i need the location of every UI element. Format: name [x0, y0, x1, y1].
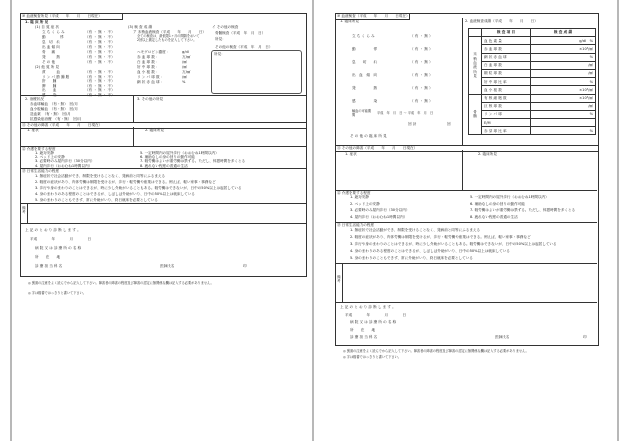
lab-title: (3) 検 査 成 績: [128, 25, 153, 29]
note: ◎ 字は楷書ではっきりと書いて下さい。: [28, 291, 86, 295]
finding-label: 貧 血: [42, 70, 60, 74]
marrow-finding: 所見：: [215, 37, 226, 41]
lab-result-unit: ×10⁴/㎣: [531, 45, 596, 53]
other-test-findings-box: [211, 50, 302, 94]
care-item: 6. 補助なしの身の回りの動作可能: [140, 155, 195, 160]
symptoms-title: 1. 症状: [27, 128, 39, 132]
daily-item: 1. 無症状で社会活動ができ、制限を受けることなく、発病前と同等にふるまえる: [350, 228, 481, 232]
symptom-label: そ の 他: [42, 60, 56, 64]
lab-item: 血 小 板 数: [482, 86, 531, 94]
lab-row-label: 血 小 板 数 ：: [137, 70, 160, 74]
finding-label: 脾 腫: [42, 83, 57, 88]
lab-row: [469, 102, 596, 110]
care-item: 2. ベッド上の安静: [350, 201, 380, 206]
care-item: 1. 絶対安静: [35, 151, 54, 155]
lab-row-label: 白 血 球 数 ：: [137, 60, 160, 64]
lab-row: [469, 53, 596, 61]
lab-row-unit: /㎣: [182, 60, 187, 64]
lab-title: 2. 血液検査成績（平成 年 月 日）: [465, 19, 538, 23]
page-edge-middle: [312, 0, 314, 441]
finding-label: リ ン パ 節 腫 脹: [42, 74, 70, 79]
divider: [335, 302, 597, 303]
lab-result-unit: %: [531, 53, 596, 61]
divider: [462, 18, 463, 145]
diagnosis-statement: 上 記 の と お り 診 断 し ま す 。: [340, 305, 396, 309]
lab-row: [469, 110, 596, 118]
symptom-label: 出 血 傾 向: [42, 45, 60, 49]
lab-group-label: 骨 髄: [469, 94, 482, 135]
yes-no-choice: （ 有 ・ 無 ）: [410, 99, 433, 103]
daily-item: 5. 身のまわりのこともできず、常に介助がいり、終日就床を必要としている: [350, 256, 473, 260]
remarks-label: 備考: [22, 206, 26, 215]
yes-no-choice: （有 ・ 無 ・ 不）: [85, 83, 115, 88]
other-tests-title: イ その他の検査: [212, 25, 239, 29]
divider: [133, 95, 134, 122]
lab-result-unit: /㎣: [531, 61, 596, 69]
doctor-name-label: 医師氏名: [495, 335, 510, 339]
lab-row-label: 好 中 球 数 ：: [137, 65, 160, 69]
lab-subtitle: ア 末梢血液検査（平成 年 月 日）: [133, 30, 207, 34]
lab-result-unit: /㎣: [531, 102, 596, 110]
section1-title: 1. 臨 床 所 見: [25, 20, 49, 24]
yes-no-choice: （ 有 ・ 無 ）: [410, 47, 433, 51]
lab-note: 全ての検査は、最低限1ヶ月の間隔をおいて2回以上測定したものを記入して下さい。: [137, 34, 200, 42]
care-item: 5. 一定時間内の屋外歩行（おおむね1時間以内）: [140, 151, 219, 155]
note: ◎ 裏面の注意をよく読んでから記入して下さい。障害者の障害の程度及び障害の認定に無関係な欄は記入する必要がありません。: [28, 281, 214, 285]
care-item: 1. 絶対安静: [350, 195, 369, 199]
lab-row: [469, 69, 596, 77]
daily-item: 3. 歩行や身のまわりのことはできるが、時に少し介助がいることもある。軽労働はできないが、日中の50%以上は起居している: [350, 242, 557, 246]
left-header: ⑩ 血液検査所見（平成 年 月 日現在）: [20, 13, 123, 20]
diagnosis-date: 平成 年 月 日: [30, 237, 92, 241]
yes-no-choice: （ 有 ・ 無 ）: [410, 60, 433, 64]
lab-row: [469, 61, 596, 69]
lab-row-unit: g/dl: [182, 50, 189, 54]
lab-header-blank: [469, 29, 482, 37]
other-clinical-label: そ の 他 の 臨 床 所 見: [350, 134, 387, 138]
lab-row-label: リ ン パ 球 数 ：: [137, 75, 165, 79]
yes-no-choice: （有 ・ 無 ・ 不）: [85, 88, 115, 92]
address-label: 所 在 地: [350, 327, 376, 332]
symptom-label: 息 切 れ: [42, 40, 60, 44]
lab-results-table: [468, 28, 596, 135]
lab-row: [469, 37, 596, 45]
clinical-title: 2. 臨床所見: [478, 152, 497, 156]
finding-label: 感 染: [42, 92, 57, 97]
yes-no-choice: （有 ・ 無 ・ 不）: [85, 35, 115, 39]
group-a-label: (1) 自 覚 症 状: [35, 25, 60, 29]
divider: [462, 150, 463, 190]
divider: [20, 146, 306, 147]
lab-row-label: ヘモグロビン濃度 ：: [137, 50, 171, 54]
lab-result-unit: ×10⁴/㎣: [531, 86, 596, 94]
treatment-row: 造血薬 （有・無） 回/月: [30, 112, 71, 116]
treatment-title: 2. 治療状況: [25, 97, 44, 101]
note: ◎ 裏面の注意をよく読んでから記入して下さい。障害者の障害の程度及び障害の認定に無関係な欄は記入する必要がありません。: [343, 349, 529, 353]
lab-row-unit: 万/㎣: [182, 55, 191, 59]
care-item: 2. ベッド上の安静: [35, 155, 65, 160]
lab-header-result: 検 査 成 績: [531, 29, 596, 37]
lab-row: [469, 45, 596, 53]
lab-item: 血 色 素 量: [482, 37, 531, 45]
care-item: 6. 補助なしの身の回りの動作可能: [470, 201, 525, 206]
yes-no-choice: （有 ・ 無 ・ 不）: [85, 55, 115, 59]
department-label: 診 療 担 当 科 名: [35, 264, 63, 268]
department-label: 診 療 担 当 科 名: [350, 335, 378, 339]
finding-label: 出 血: [42, 88, 57, 92]
symptom-label: 発 熱: [352, 86, 378, 90]
care-item: 4. 屋内歩行（おおむね1時間以内）: [35, 163, 93, 168]
divider: [335, 263, 597, 264]
lab-item: 好 中 球 比 率: [482, 78, 531, 86]
yes-no-choice: （有 ・ 無 ・ 不）: [85, 79, 115, 83]
other-test: その他の検査（平成 年 月 日）: [215, 45, 273, 49]
lab-item: 巨 核 球 数: [482, 102, 531, 110]
lab-item: 有 核 細 胞 数: [482, 94, 531, 102]
care-item: 8. 疲れない程度の普通の生活: [140, 163, 188, 168]
group-b-label: (2) 他 覚 所 見: [35, 65, 60, 69]
lab-item: E/M: [482, 119, 531, 127]
clinical-title: 1. 臨床所見: [340, 19, 359, 23]
daily-item: 2. 軽度の症状があり、肉体労働は制限を受けるが、歩行・軽労働や座業はできる。例えば、軽い家事・事務など: [35, 180, 216, 184]
treatment-row: 抗感染症治療 （有・無） 回/月: [30, 117, 82, 121]
divider: [342, 263, 343, 302]
daily-item: 5. 身のまわりのこともできず、常に介助がいり、終日就床を必要としている: [35, 198, 158, 202]
lab-row-unit: 万/㎣: [182, 70, 191, 74]
lab-header-row: [469, 29, 596, 37]
treatment-row: 赤血球輸血 （有・無） 回/月: [30, 102, 78, 106]
divider: [20, 223, 306, 224]
marrow-test: 骨髄検査（平成 年 月 日）: [215, 31, 266, 35]
yes-no-choice: （有 ・ 無 ・ 不）: [85, 74, 115, 79]
care-item: 4. 屋内歩行（おおむね1時間以内）: [350, 214, 408, 219]
care-item: 7. 軽労働はよいが重労働は禁ずる。ただし、休憩時間を多くとる: [470, 208, 576, 212]
daily-item: 4. 身のまわりのある程度のことはできるが、しばしば介助がいり、日中の50%以上は就床している: [350, 249, 510, 253]
symptom-label: 動 悸: [352, 47, 378, 51]
page-edge-right: [617, 0, 619, 441]
yes-no-choice: （ 有 ・ 無 ）: [410, 73, 433, 77]
symptom-label: 動 悸: [42, 35, 64, 39]
yes-no-choice: （有 ・ 無 ・ 不）: [85, 92, 115, 97]
yes-no-choice: （有 ・ 無 ・ 不）: [85, 60, 115, 64]
lab-row-label: 網 状 赤 血 球 ：: [137, 80, 165, 84]
divider: [335, 222, 597, 223]
care-item: 3. 必要時のみ屋内歩行（30分以内）: [35, 159, 95, 164]
care-header: ⑫ 介護を要する程度: [337, 191, 371, 195]
yes-no-choice: （有 ・ 無 ・ 不）: [85, 40, 115, 44]
daily-item: 3. 歩行や身のまわりのことはできるが、時に少し介助がいることもある。軽労働はできないが、日中の50%以上は起居している: [35, 186, 242, 190]
other-findings-title: 3. その他の所見: [137, 97, 164, 101]
yes-no-choice: （ 有 ・ 無 ）: [410, 86, 433, 90]
other-test-finding: 所見：: [214, 52, 225, 56]
divider: [133, 127, 134, 146]
divider: [20, 168, 306, 169]
note: ◎ 字は楷書ではっきりと書いて下さい。: [343, 355, 401, 359]
remarks-label: 備考: [337, 275, 341, 284]
lab-row: [469, 119, 596, 127]
lab-item: リ ン パ 球: [482, 110, 531, 118]
divider: [27, 203, 28, 223]
lab-result-unit: /㎣: [531, 69, 596, 77]
daily-item: 1. 無症状で社会活動ができ、制限を受けることなく、発病前と同等にふるまえる: [35, 174, 166, 178]
yes-no-choice: （有 ・ 無 ・ 不）: [85, 30, 115, 34]
yes-no-choice: （有 ・ 無 ・ 不）: [85, 70, 115, 74]
lab-result-unit: ×10⁴/㎣: [531, 94, 596, 102]
care-header: ⑫ 介護を要する程度: [22, 147, 56, 151]
yes-no-choice: （ 有 ・ 無 ）: [410, 34, 433, 38]
lab-item: 赤 血 球 数: [482, 45, 531, 53]
lab-item: 顆 粒 球 数: [482, 69, 531, 77]
lab-row: [469, 86, 596, 94]
hospital-name-label: 病 院 又 は 診 療 所 の 名 称: [350, 320, 397, 324]
clinical-title: 2. 臨床所見: [145, 128, 164, 132]
count-unit: 回: [447, 122, 451, 126]
lab-item: 網 状 赤 血 球: [482, 53, 531, 61]
symptom-label: 感 染: [352, 99, 378, 103]
lab-row-unit: %: [182, 80, 186, 84]
lab-group-label: 末 梢 血 液 所 見: [469, 37, 482, 94]
lab-row: [469, 127, 596, 135]
count-label: 回 計: [408, 122, 417, 126]
doctor-name-label: 医師氏名: [160, 264, 175, 268]
period-label: 輸血の可能期間: [352, 109, 372, 117]
yes-no-choice: （有 ・ 無 ・ 不）: [85, 50, 115, 54]
right-header: ⑩ 血液検査（平成 年 月 日現在）: [337, 14, 410, 18]
care-item: 3. 必要時のみ屋内歩行（30分以内）: [350, 208, 410, 212]
symptom-label: 出 血 傾 向: [352, 73, 378, 77]
lab-result-unit: g/dl %: [531, 37, 596, 45]
lab-result-unit: %: [531, 127, 596, 135]
lab-result-unit: [531, 119, 596, 127]
symptom-label: 発 熱: [42, 55, 60, 59]
care-item: 8. 疲れない程度の普通の生活: [470, 214, 518, 219]
daily-header: ⑬ 日常生活能力の程度: [337, 223, 375, 227]
symptom-label: 骨 痛: [42, 50, 56, 54]
care-item: 5. 一定時間内の屋外歩行（おおむね1時間以内）: [470, 195, 549, 199]
page-edge-left: [10, 0, 12, 441]
lab-header-item: 検 査 項 目: [482, 29, 531, 37]
lab-result-unit: %: [531, 78, 596, 86]
other-disability-header: ⑪ その他の障害（平成 年 月 日現在）: [20, 122, 306, 129]
finding-label: 肝 腫: [42, 79, 57, 83]
divider: [20, 203, 306, 204]
symptom-label: 息 切 れ: [352, 60, 378, 64]
lab-row: [469, 78, 596, 86]
lab-item: 白 血 球 数: [482, 61, 531, 69]
other-disability-header: ⑪ その他の障害（平成 年 月 日現在）: [335, 145, 598, 152]
seal-mark: 印: [243, 264, 247, 268]
lab-row-label: 赤 血 球 数 ：: [137, 55, 160, 59]
daily-item: 4. 身のまわりのある程度のことはできるが、しばしば介助がいり、日中の50%以上は就床している: [35, 192, 195, 196]
seal-mark: 印: [583, 335, 587, 339]
hospital-name-label: 病 院 又 は 診 療 所 の 名 称: [35, 246, 82, 250]
yes-no-choice: （有 ・ 無 ・ 不）: [85, 45, 115, 49]
lab-result-unit: %: [531, 110, 596, 118]
daily-header: ⑬ 日常生活能力の程度: [22, 169, 60, 173]
symptom-label: 立 ち く ら み: [42, 30, 65, 34]
symptoms-title: 1. 症状: [345, 152, 357, 156]
lab-row-unit: /㎣: [182, 65, 187, 69]
divider: [335, 190, 597, 191]
treatment-row: 血小板輸血 （有・無） 回/月: [30, 107, 78, 111]
diagnosis-statement: 上 記 の と お り 診 断 し ま す 。: [25, 228, 81, 232]
lab-row-unit: /㎣: [182, 75, 187, 79]
lab-item: 赤 芽 球 比 率: [482, 127, 531, 135]
diagnosis-date: 平成 年 月 日: [345, 312, 407, 317]
symptom-label: 立 ち く ら み: [352, 34, 375, 38]
daily-item: 2. 軽度の症状があり、肉体労働は制限を受けるが、歩行・軽労働や座業はできる。例えば、軽い家事・事務など: [350, 235, 531, 239]
period-value: 平成 年 月 日 〜 平成 年 月 日: [377, 111, 434, 115]
care-item: 7. 軽労働はよいが重労働は禁ずる。ただし、休憩時間を多くとる: [140, 159, 246, 164]
lab-row: [469, 94, 596, 102]
address-label: 所 在 地: [35, 255, 61, 259]
